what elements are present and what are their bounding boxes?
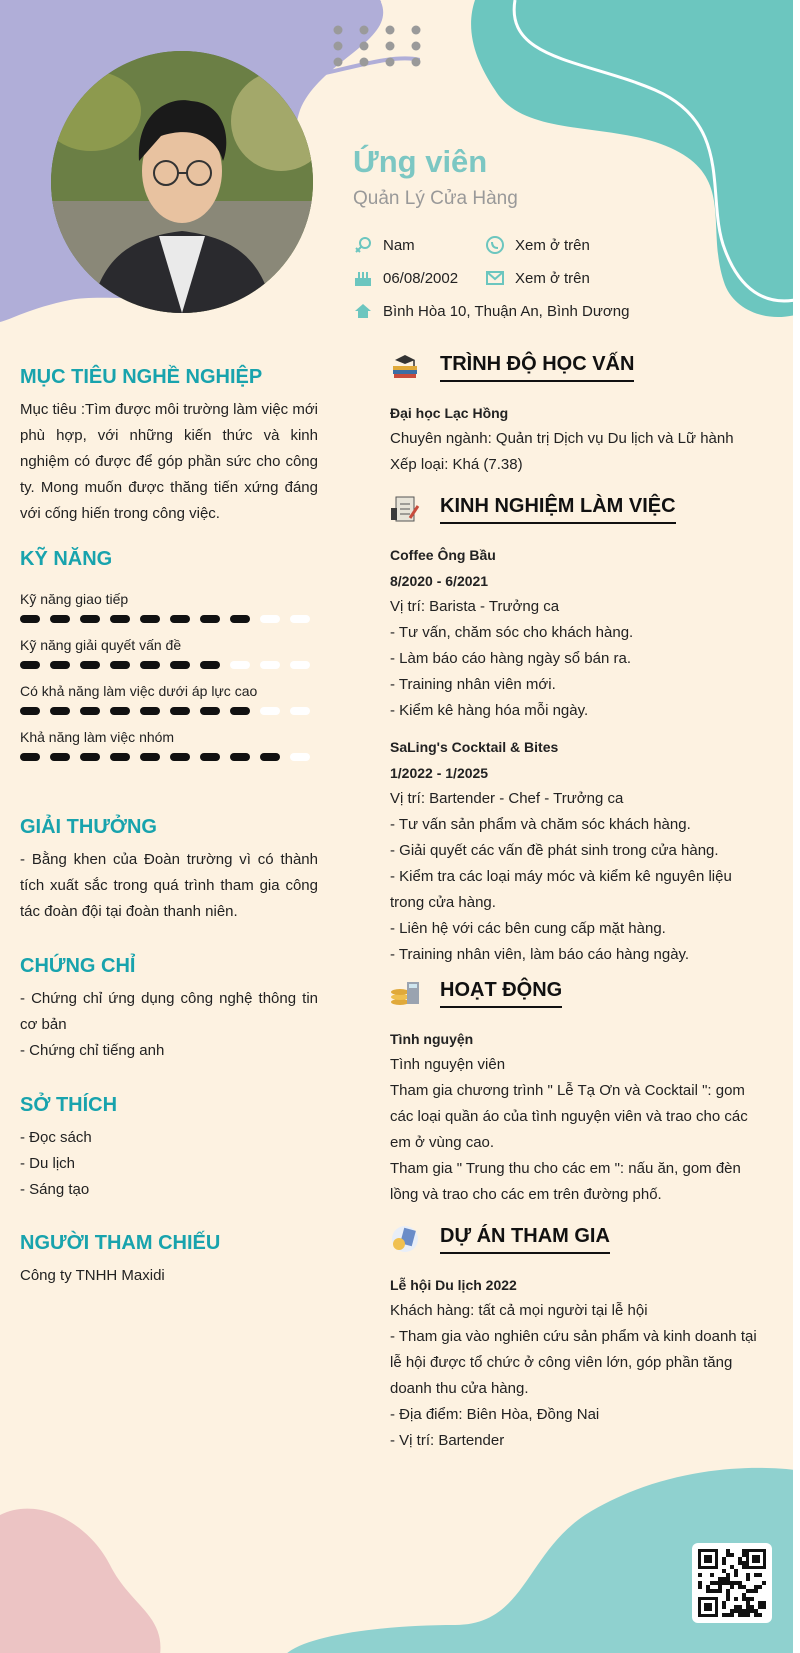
skill-bar-segment: [80, 615, 100, 623]
experience-section: [390, 494, 770, 968]
skill-bar-segment: [260, 707, 280, 715]
project-name: Lễ hội Du lịch 2022: [390, 1277, 517, 1293]
candidate-role: Quản Lý Cửa Hàng: [353, 188, 518, 209]
skill-name: Kỹ năng giải quyết vấn đề: [20, 637, 182, 653]
education-major: Chuyên ngành: Quản trị Dịch vụ Du lịch và Lữ hành: [390, 430, 734, 447]
job-duty: - Tư vấn sản phẩm và chăm sóc khách hàng.: [390, 816, 691, 833]
gender-value: Nam: [383, 236, 415, 254]
hobby-item: - Du lịch: [20, 1155, 76, 1172]
skill-bar-segment: [170, 615, 190, 623]
project-line: - Địa điểm: Biên Hòa, Đồng Nai: [390, 1406, 600, 1423]
skill-bar-segment: [170, 753, 190, 761]
activities-section: [390, 978, 770, 1208]
profile-photo: [51, 51, 313, 313]
experience-title: KINH NGHIỆM LÀM VIỆC: [440, 495, 676, 524]
skill-bar-segment: [170, 707, 190, 715]
activity-line: Tham gia chương trình " Lễ Tạ Ơn và Cocktail ": gom các loại quần áo của tình nguyện viên và trao cho các em ở vùng cao.: [390, 1082, 748, 1151]
email-info: [485, 268, 590, 288]
activities-title: HOẠT ĐỘNG: [440, 979, 562, 1008]
job-position: Vị trí: Bartender - Chef - Trưởng ca: [390, 790, 624, 807]
skill-bar-segment: [80, 707, 100, 715]
hobby-item: - Đọc sách: [20, 1129, 92, 1146]
awards-section: [20, 816, 318, 925]
objective-title: MỤC TIÊU NGHỀ NGHIỆP: [20, 366, 263, 388]
coins-calculator-icon: [390, 978, 420, 1008]
job-company: Coffee Ông Bầu: [390, 547, 496, 563]
job-period: 8/2020 - 6/2021: [390, 573, 489, 589]
home-icon: [353, 301, 373, 321]
skill-name: Khả năng làm việc nhóm: [20, 729, 175, 745]
skill-bar: [20, 614, 320, 624]
skill-bar-segment: [50, 615, 70, 623]
skill-bar: [20, 706, 320, 716]
education-title: TRÌNH ĐỘ HỌC VẤN: [440, 353, 634, 382]
skill-item: [20, 591, 318, 637]
skill-bar-segment: [290, 661, 310, 669]
project-client: Khách hàng: tất cả mọi người tại lễ hội: [390, 1302, 648, 1319]
certs-title: CHỨNG CHỈ: [20, 955, 136, 977]
projects-title: DỰ ÁN THAM GIA: [440, 1225, 610, 1254]
hobbies-title: SỞ THÍCH: [20, 1094, 118, 1116]
mail-icon: [485, 268, 505, 288]
awards-text: - Bằng khen của Đoàn trường vì có thành tích xuất sắc trong quá trình tham gia công tác đoàn đội tại đoàn thanh niên.: [20, 851, 318, 920]
skill-item: [20, 637, 318, 683]
address-value: Bình Hòa 10, Thuận An, Bình Dương: [383, 302, 630, 320]
skill-bar-segment: [80, 753, 100, 761]
skill-bar: [20, 660, 320, 670]
project-line: - Tham gia vào nghiên cứu sản phẩm và kinh doanh tại lễ hội được tổ chức ở công viên lớn, góp phần tăng doanh thu cửa hàng.: [390, 1328, 757, 1397]
birthday-info: [353, 268, 458, 288]
job-company: SaLing's Cocktail & Bites: [390, 739, 559, 755]
skill-bar-segment: [50, 661, 70, 669]
skill-bar-segment: [260, 753, 280, 761]
job-duty: - Giải quyết các vấn đề phát sinh trong cửa hàng.: [390, 842, 719, 859]
skill-bar: [20, 752, 320, 762]
cake-icon: [353, 268, 373, 288]
activity-org: Tình nguyện: [390, 1031, 474, 1047]
education-section: [390, 352, 770, 478]
hobbies-section: [20, 1094, 318, 1203]
skill-bar-segment: [290, 707, 310, 715]
qr-code: [692, 1543, 772, 1623]
skill-bar-segment: [110, 615, 130, 623]
experience-heading: [390, 494, 770, 524]
gender-icon: [353, 235, 373, 255]
skill-bar-segment: [20, 661, 40, 669]
job-duty: - Tư vấn, chăm sóc cho khách hàng.: [390, 624, 634, 641]
skill-item: [20, 729, 318, 775]
job-duty: - Liên hệ với các bên cung cấp mặt hàng.: [390, 920, 666, 937]
skill-bar-segment: [260, 615, 280, 623]
skill-bar-segment: [20, 615, 40, 623]
skill-bar-segment: [230, 615, 250, 623]
skills-section: [20, 548, 318, 775]
job-entry: [390, 734, 770, 968]
education-school: Đại học Lạc Hồng: [390, 405, 509, 421]
skill-bar-segment: [230, 753, 250, 761]
job-position: Vị trí: Barista - Trưởng ca: [390, 598, 560, 615]
whatsapp-icon: [485, 235, 505, 255]
address-info: [353, 301, 629, 321]
references-section: [20, 1232, 318, 1289]
skill-bar-segment: [110, 661, 130, 669]
skill-bar-segment: [230, 707, 250, 715]
activity-role: Tình nguyện viên: [390, 1056, 506, 1073]
project-line: - Vị trí: Bartender: [390, 1432, 505, 1449]
work-checklist-icon: [390, 494, 420, 524]
decor-blob-pink: [0, 1505, 170, 1653]
awards-title: GIẢI THƯỞNG: [20, 816, 157, 838]
skill-bar-segment: [140, 661, 160, 669]
skill-bar-segment: [50, 753, 70, 761]
decor-dots: [330, 22, 430, 72]
phone-info: [485, 235, 590, 255]
skills-title: KỸ NĂNG: [20, 548, 113, 570]
skill-bar-segment: [170, 661, 190, 669]
skill-bar-segment: [20, 707, 40, 715]
skill-bar-segment: [50, 707, 70, 715]
skill-bar-segment: [140, 615, 160, 623]
projects-section: [390, 1224, 770, 1454]
skill-bar-segment: [200, 753, 220, 761]
candidate-name: Ứng viên: [353, 144, 488, 179]
skill-bar-segment: [290, 615, 310, 623]
job-duty: - Training nhân viên mới.: [390, 676, 556, 693]
skill-name: Có khả năng làm việc dưới áp lực cao: [20, 683, 258, 699]
skill-bar-segment: [230, 661, 250, 669]
hobby-item: - Sáng tạo: [20, 1181, 90, 1198]
phone-value: Xem ở trên: [515, 236, 590, 254]
skill-bar-segment: [200, 661, 220, 669]
skill-bar-segment: [140, 707, 160, 715]
skill-item: [20, 683, 318, 729]
activity-line: Tham gia " Trung thu cho các em ": nấu ăn, gom đèn lồng và trao cho các em trên đường phố.: [390, 1160, 741, 1203]
education-grade: Xếp loại: Khá (7.38): [390, 456, 523, 473]
skill-name: Kỹ năng giao tiếp: [20, 591, 129, 607]
activities-heading: [390, 978, 770, 1008]
cert-item: - Chứng chỉ ứng dụng công nghệ thông tin cơ bản: [20, 990, 318, 1033]
skill-bar-segment: [80, 661, 100, 669]
skill-bar-segment: [110, 707, 130, 715]
graduation-books-icon: [390, 352, 420, 382]
gender-info: [353, 235, 415, 255]
education-heading: [390, 352, 770, 382]
email-value: Xem ở trên: [515, 269, 590, 287]
objective-text: Mục tiêu :Tìm được môi trường làm việc mới phù hợp, với những kiến thức và kinh nghiệm có được để góp phần sức cho công ty. Mong muốn được thăng tiến xứng đáng với cống hiến trong công việc.: [20, 401, 318, 522]
cert-item: - Chứng chỉ tiếng anh: [20, 1042, 165, 1059]
birthday-value: 06/08/2002: [383, 269, 459, 287]
skill-bar-segment: [260, 661, 280, 669]
skill-bar-segment: [140, 753, 160, 761]
skill-bar-segment: [20, 753, 40, 761]
skill-bar-segment: [290, 753, 310, 761]
certs-section: [20, 955, 318, 1064]
job-duty: - Kiểm tra các loại máy móc và kiểm kê nguyên liệu trong cửa hàng.: [390, 868, 732, 911]
objective-section: [20, 366, 318, 527]
job-duty: - Kiểm kê hàng hóa mỗi ngày.: [390, 702, 589, 719]
projects-heading: [390, 1224, 770, 1254]
skills-list: [20, 591, 318, 775]
skill-bar-segment: [110, 753, 130, 761]
job-duty: - Training nhân viên, làm báo cáo hàng ngày.: [390, 946, 690, 963]
references-text: Công ty TNHH Maxidi: [20, 1267, 165, 1284]
job-entry: [390, 542, 770, 724]
references-title: NGƯỜI THAM CHIẾU: [20, 1232, 221, 1254]
project-badge-icon: [390, 1224, 420, 1254]
job-duty: - Làm báo cáo hàng ngày sổ bán ra.: [390, 650, 631, 667]
job-period: 1/2022 - 1/2025: [390, 765, 489, 781]
skill-bar-segment: [200, 707, 220, 715]
skill-bar-segment: [200, 615, 220, 623]
